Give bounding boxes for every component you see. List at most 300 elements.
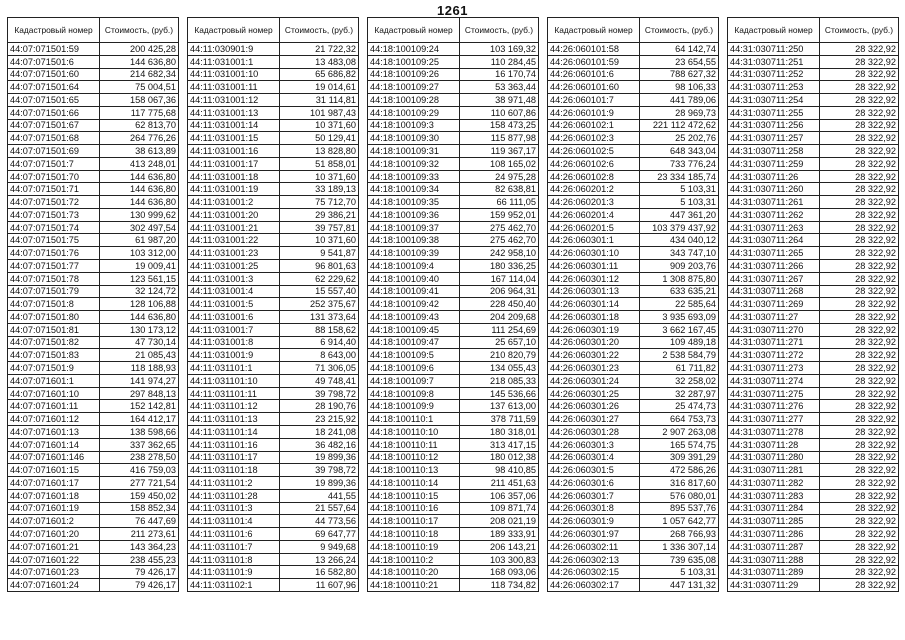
cadastral-number-cell: 44:07:071501:8: [8, 298, 100, 311]
table-row: [548, 374, 719, 387]
table-row: [8, 413, 179, 426]
cadastral-number-cell: 44:18:100110:20: [368, 566, 460, 579]
table-row: [548, 566, 719, 579]
cadastral-number-cell: 44:18:100110:10: [368, 425, 460, 438]
cost-cell: 88 158,62: [280, 323, 359, 336]
cost-cell: 28 322,92: [820, 349, 899, 362]
cost-cell: 275 462,70: [460, 221, 539, 234]
cadastral-number-cell: 44:07:071601:21: [8, 540, 100, 553]
cost-cell: 275 462,70: [460, 234, 539, 247]
cost-cell: 264 776,26: [100, 132, 179, 145]
cadastral-number-cell: 44:18:100109:28: [368, 94, 460, 107]
cost-cell: 309 391,29: [640, 451, 719, 464]
cost-cell: 64 142,74: [640, 43, 719, 56]
cost-cell: 98 410,85: [460, 464, 539, 477]
table-row: [368, 132, 539, 145]
table-row: [728, 515, 899, 528]
cadastral-number-cell: 44:11:031101:3: [188, 502, 280, 515]
table-row: [8, 170, 179, 183]
cadastral-table: [187, 17, 359, 592]
cost-cell: 103 379 437,92: [640, 221, 719, 234]
cadastral-number-cell: 44:18:100110:13: [368, 464, 460, 477]
table-row: [188, 272, 359, 285]
cadastral-number-cell: 44:18:100109:40: [368, 272, 460, 285]
cost-cell: 103 300,83: [460, 553, 539, 566]
cadastral-number-cell: 44:18:100109:45: [368, 323, 460, 336]
table-row: [548, 400, 719, 413]
cost-cell: 76 447,69: [100, 515, 179, 528]
cost-cell: 28 322,92: [820, 119, 899, 132]
table-row: [548, 132, 719, 145]
cadastral-number-cell: 44:26:060301:97: [548, 528, 640, 541]
header-cost: Стоимость, (руб.): [820, 18, 899, 43]
table-row: [188, 132, 359, 145]
table-row: [368, 489, 539, 502]
table-row: [548, 272, 719, 285]
cadastral-number-cell: 44:26:060301:28: [548, 425, 640, 438]
cost-cell: 28 322,92: [820, 502, 899, 515]
cost-cell: 158 473,25: [460, 119, 539, 132]
cost-cell: 3 662 167,45: [640, 323, 719, 336]
cadastral-number-cell: 44:26:060301:18: [548, 311, 640, 324]
table-row: [368, 387, 539, 400]
tables-container: [7, 17, 899, 592]
cadastral-number-cell: 44:18:100109:43: [368, 311, 460, 324]
table-row: [188, 425, 359, 438]
cadastral-number-cell: 44:11:031001:4: [188, 285, 280, 298]
table-row: [188, 311, 359, 324]
cost-cell: 180 336,25: [460, 260, 539, 273]
cost-cell: 62 229,62: [280, 272, 359, 285]
cost-cell: 28 322,92: [820, 196, 899, 209]
cost-cell: 28 322,92: [820, 477, 899, 490]
cadastral-number-cell: 44:18:100110:16: [368, 502, 460, 515]
cost-cell: 28 322,92: [820, 323, 899, 336]
cadastral-number-cell: 44:31:030711:26: [728, 170, 820, 183]
cost-cell: 5 103,31: [640, 183, 719, 196]
cost-cell: 28 322,92: [820, 247, 899, 260]
cadastral-number-cell: 44:26:060301:8: [548, 502, 640, 515]
cost-cell: 66 111,05: [460, 196, 539, 209]
cadastral-number-cell: 44:26:060301:14: [548, 298, 640, 311]
cadastral-number-cell: 44:26:060301:23: [548, 362, 640, 375]
header-cost: Стоимость, (руб.): [100, 18, 179, 43]
cost-cell: 788 627,32: [640, 68, 719, 81]
table-row: [8, 234, 179, 247]
cost-cell: 75 004,51: [100, 81, 179, 94]
cost-cell: 21 557,64: [280, 502, 359, 515]
cost-cell: 28 322,92: [820, 170, 899, 183]
table-row: [548, 438, 719, 451]
table-row: [188, 247, 359, 260]
cadastral-number-cell: 44:31:030711:260: [728, 183, 820, 196]
cost-cell: 28 322,92: [820, 489, 899, 502]
table-row: [728, 374, 899, 387]
cadastral-number-cell: 44:11:031101:17: [188, 451, 280, 464]
table-row: [8, 247, 179, 260]
table-row: [728, 55, 899, 68]
cost-cell: 206 964,31: [460, 285, 539, 298]
table-row: [728, 362, 899, 375]
cost-cell: 53 363,44: [460, 81, 539, 94]
cost-cell: 378 711,59: [460, 413, 539, 426]
table-row: [368, 298, 539, 311]
table-row: [548, 43, 719, 56]
cost-cell: 144 636,80: [100, 55, 179, 68]
cadastral-number-cell: 44:07:071501:76: [8, 247, 100, 260]
cadastral-table: [547, 17, 719, 592]
cadastral-number-cell: 44:26:060301:26: [548, 400, 640, 413]
table-row: [8, 145, 179, 158]
cadastral-number-cell: 44:26:060301:19: [548, 323, 640, 336]
cost-cell: 32 287,97: [640, 387, 719, 400]
cadastral-number-cell: 44:11:031101:1: [188, 362, 280, 375]
cost-cell: 21 085,43: [100, 349, 179, 362]
table-row: [728, 106, 899, 119]
table-row: [548, 247, 719, 260]
cost-cell: 119 367,17: [460, 145, 539, 158]
cadastral-number-cell: 44:18:100109:36: [368, 208, 460, 221]
header-cadastral-number: Кадастровый номер: [728, 18, 820, 43]
table-row: [728, 272, 899, 285]
cost-cell: 633 635,21: [640, 285, 719, 298]
cadastral-number-cell: 44:26:060102:6: [548, 157, 640, 170]
table-row: [548, 323, 719, 336]
cadastral-number-cell: 44:18:100109:24: [368, 43, 460, 56]
cost-cell: 648 343,04: [640, 145, 719, 158]
cost-cell: 159 952,01: [460, 208, 539, 221]
cadastral-number-cell: 44:07:071601:10: [8, 387, 100, 400]
cost-cell: 33 189,13: [280, 183, 359, 196]
table-row: [548, 528, 719, 541]
cadastral-number-cell: 44:31:030711:283: [728, 489, 820, 502]
cadastral-number-cell: 44:31:030711:27: [728, 311, 820, 324]
cost-cell: 909 203,76: [640, 260, 719, 273]
cadastral-number-cell: 44:18:100109:47: [368, 336, 460, 349]
table-row: [8, 438, 179, 451]
table-row: [368, 234, 539, 247]
table-row: [8, 451, 179, 464]
cost-cell: 211 273,61: [100, 528, 179, 541]
cadastral-number-cell: 44:31:030711:259: [728, 157, 820, 170]
cadastral-number-cell: 44:11:031001:19: [188, 183, 280, 196]
table-row: [368, 311, 539, 324]
cadastral-number-cell: 44:11:031101:9: [188, 566, 280, 579]
cost-cell: 189 333,91: [460, 528, 539, 541]
cost-cell: 13 828,80: [280, 145, 359, 158]
table-row: [188, 528, 359, 541]
table-row: [728, 119, 899, 132]
cost-cell: 210 820,79: [460, 349, 539, 362]
cost-cell: 1 057 642,77: [640, 515, 719, 528]
cadastral-number-cell: 44:11:030901:9: [188, 43, 280, 56]
cadastral-number-cell: 44:31:030711:278: [728, 425, 820, 438]
cadastral-number-cell: 44:26:060302:15: [548, 566, 640, 579]
cadastral-number-cell: 44:18:100110:17: [368, 515, 460, 528]
cost-cell: 5 103,31: [640, 566, 719, 579]
cost-cell: 19 899,36: [280, 451, 359, 464]
cadastral-number-cell: 44:11:031001:17: [188, 157, 280, 170]
cadastral-number-cell: 44:18:100110:1: [368, 413, 460, 426]
cost-cell: 111 254,69: [460, 323, 539, 336]
cost-cell: 38 613,89: [100, 145, 179, 158]
cadastral-number-cell: 44:11:031101:4: [188, 515, 280, 528]
table-row: [728, 540, 899, 553]
cost-cell: 28 322,92: [820, 540, 899, 553]
table-row: [548, 362, 719, 375]
header-cost: Стоимость, (руб.): [460, 18, 539, 43]
table-row: [368, 464, 539, 477]
table-row: [8, 81, 179, 94]
cadastral-number-cell: 44:26:060102:1: [548, 119, 640, 132]
cost-cell: 144 636,80: [100, 196, 179, 209]
cost-cell: 110 284,45: [460, 55, 539, 68]
table-row: [548, 285, 719, 298]
table-row: [548, 106, 719, 119]
cost-cell: 268 766,93: [640, 528, 719, 541]
cost-cell: 28 322,92: [820, 145, 899, 158]
cadastral-number-cell: 44:26:060301:25: [548, 387, 640, 400]
cadastral-number-cell: 44:18:100110:2: [368, 553, 460, 566]
cost-cell: 739 635,08: [640, 553, 719, 566]
cost-cell: 158 852,34: [100, 502, 179, 515]
cost-cell: 28 322,92: [820, 272, 899, 285]
table-row: [368, 540, 539, 553]
cost-cell: 28 322,92: [820, 81, 899, 94]
table-row: [188, 502, 359, 515]
table-row: [728, 400, 899, 413]
cadastral-number-cell: 44:31:030711:261: [728, 196, 820, 209]
cost-cell: 50 129,41: [280, 132, 359, 145]
cadastral-number-cell: 44:31:030711:28: [728, 438, 820, 451]
cadastral-number-cell: 44:18:100109:6: [368, 362, 460, 375]
cadastral-number-cell: 44:11:031001:9: [188, 349, 280, 362]
cost-cell: 167 114,04: [460, 272, 539, 285]
table-row: [728, 68, 899, 81]
cadastral-number-cell: 44:07:071501:69: [8, 145, 100, 158]
cadastral-number-cell: 44:07:071601:15: [8, 464, 100, 477]
table-row: [368, 502, 539, 515]
cadastral-number-cell: 44:11:031001:10: [188, 68, 280, 81]
cadastral-number-cell: 44:18:100109:25: [368, 55, 460, 68]
table-row: [188, 362, 359, 375]
cost-cell: 21 722,32: [280, 43, 359, 56]
cost-cell: 441,55: [280, 489, 359, 502]
cost-cell: 214 682,34: [100, 68, 179, 81]
cost-cell: 15 557,40: [280, 285, 359, 298]
table-row: [8, 553, 179, 566]
table-row: [728, 247, 899, 260]
cadastral-number-cell: 44:26:060301:11: [548, 260, 640, 273]
table-row: [368, 145, 539, 158]
cost-cell: 5 103,31: [640, 196, 719, 209]
table-row: [188, 451, 359, 464]
cost-cell: 28 322,92: [820, 438, 899, 451]
cost-cell: 28 322,92: [820, 515, 899, 528]
cost-cell: 211 451,63: [460, 477, 539, 490]
cadastral-number-cell: 44:18:100109:34: [368, 183, 460, 196]
cadastral-number-cell: 44:11:031001:20: [188, 208, 280, 221]
cadastral-number-cell: 44:31:030711:262: [728, 208, 820, 221]
cost-cell: 28 322,92: [820, 285, 899, 298]
table-row: [188, 43, 359, 56]
cadastral-number-cell: 44:18:100110:19: [368, 540, 460, 553]
table-row: [368, 183, 539, 196]
cadastral-number-cell: 44:18:100109:38: [368, 234, 460, 247]
table-row: [548, 94, 719, 107]
table-row: [548, 540, 719, 553]
cost-cell: 1 308 875,80: [640, 272, 719, 285]
table-row: [8, 387, 179, 400]
cost-cell: 128 106,88: [100, 298, 179, 311]
table-row: [728, 81, 899, 94]
cadastral-number-cell: 44:31:030711:277: [728, 413, 820, 426]
table-row: [728, 208, 899, 221]
cadastral-number-cell: 44:26:060201:3: [548, 196, 640, 209]
table-row: [8, 311, 179, 324]
cadastral-number-cell: 44:31:030711:264: [728, 234, 820, 247]
table-row: [368, 374, 539, 387]
cadastral-number-cell: 44:31:030711:271: [728, 336, 820, 349]
table-row: [728, 477, 899, 490]
cadastral-number-cell: 44:11:031001:7: [188, 323, 280, 336]
cost-cell: 28 322,92: [820, 579, 899, 592]
cost-cell: 144 636,80: [100, 311, 179, 324]
cadastral-table: [727, 17, 899, 592]
cost-cell: 28 322,92: [820, 336, 899, 349]
cadastral-number-cell: 44:26:060301:5: [548, 464, 640, 477]
cost-cell: 13 266,24: [280, 553, 359, 566]
table-row: [548, 451, 719, 464]
table-row: [728, 285, 899, 298]
table-row: [8, 183, 179, 196]
cost-cell: 28 322,92: [820, 106, 899, 119]
cost-cell: 277 721,54: [100, 477, 179, 490]
table-row: [728, 196, 899, 209]
cost-cell: 24 975,28: [460, 170, 539, 183]
cadastral-number-cell: 44:18:100109:42: [368, 298, 460, 311]
cadastral-number-cell: 44:07:071501:72: [8, 196, 100, 209]
cost-cell: 28 322,92: [820, 260, 899, 273]
cadastral-number-cell: 44:07:071601:22: [8, 553, 100, 566]
cadastral-number-cell: 44:18:100110:18: [368, 528, 460, 541]
cost-cell: 28 322,92: [820, 566, 899, 579]
cost-cell: 103 312,00: [100, 247, 179, 260]
table-row: [8, 489, 179, 502]
cadastral-number-cell: 44:26:060301:9: [548, 515, 640, 528]
cadastral-number-cell: 44:26:060302:17: [548, 579, 640, 592]
table-row: [188, 68, 359, 81]
cost-cell: 165 574,75: [640, 438, 719, 451]
table-row: [8, 221, 179, 234]
table-row: [368, 106, 539, 119]
table-row: [368, 477, 539, 490]
cadastral-number-cell: 44:26:060301:22: [548, 349, 640, 362]
cost-cell: 23 334 185,74: [640, 170, 719, 183]
cadastral-number-cell: 44:07:071601:11: [8, 400, 100, 413]
cadastral-number-cell: 44:31:030711:280: [728, 451, 820, 464]
cadastral-number-cell: 44:07:071501:67: [8, 119, 100, 132]
table-row: [188, 196, 359, 209]
cadastral-number-cell: 44:18:100109:33: [368, 170, 460, 183]
table-row: [728, 145, 899, 158]
cost-cell: 109 871,74: [460, 502, 539, 515]
table-row: [548, 81, 719, 94]
table-row: [368, 323, 539, 336]
table-row: [8, 502, 179, 515]
cadastral-number-cell: 44:07:071501:9: [8, 362, 100, 375]
cadastral-number-cell: 44:31:030711:250: [728, 43, 820, 56]
cadastral-number-cell: 44:07:071601:12: [8, 413, 100, 426]
cadastral-number-cell: 44:11:031101:13: [188, 413, 280, 426]
cost-cell: 143 364,23: [100, 540, 179, 553]
cost-cell: 22 585,64: [640, 298, 719, 311]
cadastral-number-cell: 44:31:030711:288: [728, 553, 820, 566]
cadastral-number-cell: 44:11:031101:12: [188, 400, 280, 413]
cadastral-number-cell: 44:26:060101:60: [548, 81, 640, 94]
table-row: [548, 311, 719, 324]
cadastral-number-cell: 44:26:060201:4: [548, 208, 640, 221]
cadastral-number-cell: 44:11:031101:16: [188, 438, 280, 451]
cadastral-number-cell: 44:07:071501:83: [8, 349, 100, 362]
cost-cell: 2 538 584,79: [640, 349, 719, 362]
cost-cell: 44 773,56: [280, 515, 359, 528]
cadastral-number-cell: 44:07:071501:73: [8, 208, 100, 221]
cost-cell: 180 012,38: [460, 451, 539, 464]
cost-cell: 152 142,81: [100, 400, 179, 413]
cost-cell: 28 322,92: [820, 553, 899, 566]
cost-cell: 13 483,08: [280, 55, 359, 68]
table-row: [188, 413, 359, 426]
cadastral-number-cell: 44:07:071501:65: [8, 94, 100, 107]
cost-cell: 447 131,32: [640, 579, 719, 592]
cost-cell: 82 638,81: [460, 183, 539, 196]
cadastral-number-cell: 44:07:071501:68: [8, 132, 100, 145]
cadastral-number-cell: 44:07:071501:77: [8, 260, 100, 273]
table-row: [8, 425, 179, 438]
cadastral-number-cell: 44:07:071601:17: [8, 477, 100, 490]
cadastral-number-cell: 44:11:031101:11: [188, 387, 280, 400]
cost-cell: 28 322,92: [820, 400, 899, 413]
cost-cell: 28 190,76: [280, 400, 359, 413]
cost-cell: 180 318,01: [460, 425, 539, 438]
cost-cell: 51 858,01: [280, 157, 359, 170]
cost-cell: 228 450,40: [460, 298, 539, 311]
cost-cell: 242 958,10: [460, 247, 539, 260]
cadastral-number-cell: 44:11:031001:1: [188, 55, 280, 68]
table-row: [188, 515, 359, 528]
cadastral-number-cell: 44:07:071501:66: [8, 106, 100, 119]
table-row: [368, 119, 539, 132]
table-row: [728, 566, 899, 579]
cadastral-number-cell: 44:11:031101:7: [188, 540, 280, 553]
table-row: [368, 196, 539, 209]
table-row: [368, 553, 539, 566]
cadastral-number-cell: 44:11:031001:5: [188, 298, 280, 311]
cost-cell: 3 935 693,09: [640, 311, 719, 324]
table-row: [728, 311, 899, 324]
table-row: [8, 323, 179, 336]
header-cost: Стоимость, (руб.): [640, 18, 719, 43]
cost-cell: 302 497,54: [100, 221, 179, 234]
cadastral-number-cell: 44:07:071501:79: [8, 285, 100, 298]
table-row: [8, 196, 179, 209]
cost-cell: 447 361,20: [640, 208, 719, 221]
table-row: [188, 374, 359, 387]
table-row: [368, 208, 539, 221]
table-row: [8, 106, 179, 119]
table-row: [188, 183, 359, 196]
